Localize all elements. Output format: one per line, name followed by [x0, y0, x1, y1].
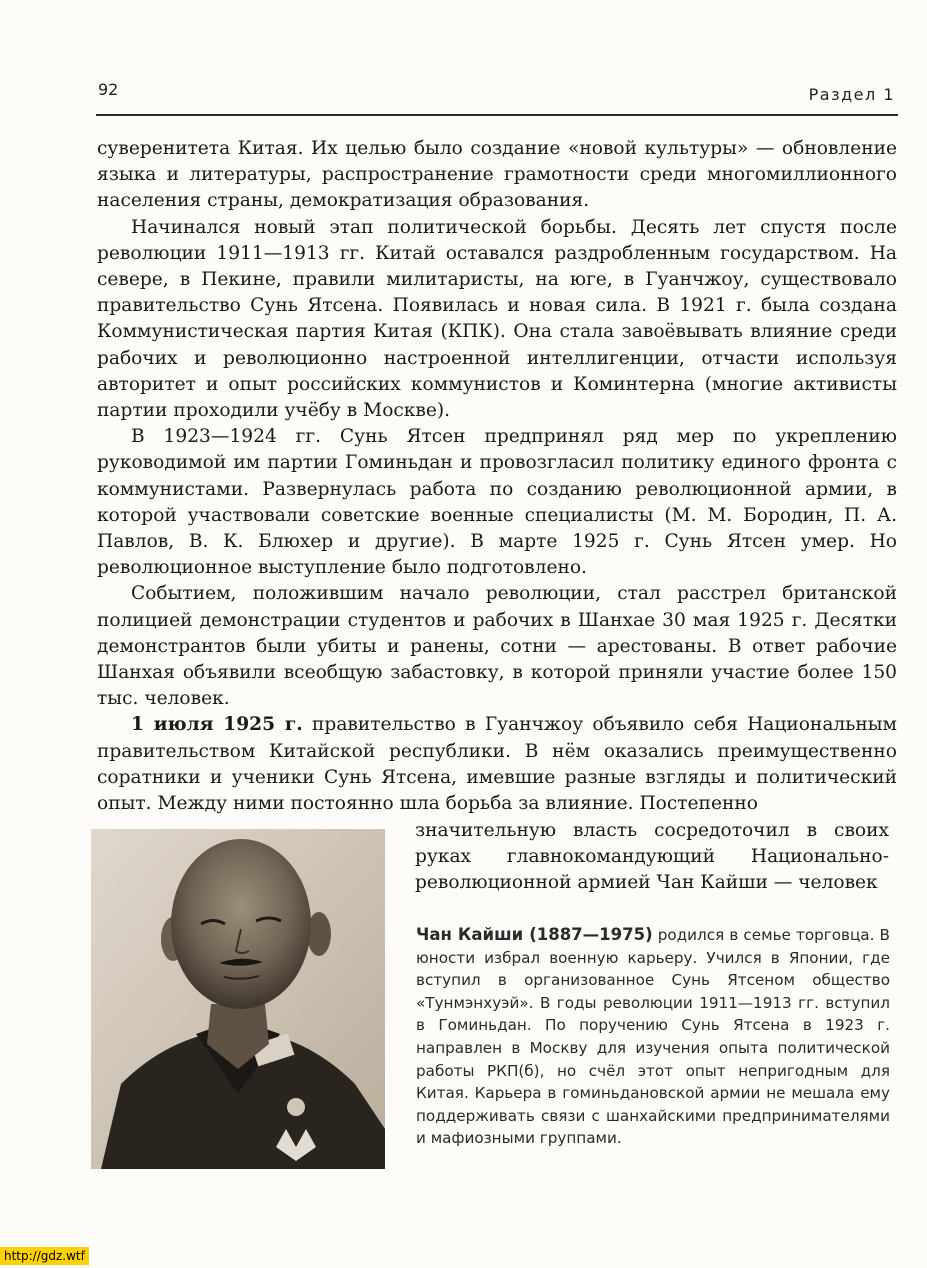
- paragraph-2: Начинался новый этап политической борьбы. Десять лет спустя после революции 1911—1913 гг. Китай оставался раздробленным государством. На севере, в Пекине, правили милитаристы, на юге, в Гуанчжоу, существовало правительство Сунь Ятсена. Появилась и новая сила. В 1921 г. была создана Коммунистическая партия Китая (КПК). Она стала завоёвывать влияние среди рабочих и революционно настроенной интеллигенции, отчасти используя авторитет и опыт российских коммунистов и Коминтерна (многие активисты партии проходили учёбу в Москве).: [97, 216, 897, 422]
- page-number: 92: [98, 80, 119, 99]
- portrait-photo: [91, 829, 385, 1169]
- paragraph-5-text: правительство в Гуанчжоу объявило себя Национальным правительством Китайской республики. В нём оказались преимущественно соратники и ученики Сунь Ятсена, имевшие разные взгляды и политический опыт. Между ними постоянно шла борьба за влияние. Постепенно: [97, 714, 898, 815]
- paragraph-5: [97, 712, 897, 817]
- section-label: Раздел 1: [808, 85, 895, 104]
- paragraph-3: В 1923—1924 гг. Сунь Ятсен предпринял ряд мер по укреплению руководимой им партии Гоминьдан и провозгласил политику единого фронта с коммунистами. Развернулась работа по созданию революционной армии, в которой участвовали советские военные специалисты (М. М. Бородин, П. А. Павлов, В. К. Блюхер и другие). В марте 1925 г. Сунь Ятсен умер. Но революционное выступление было подготовлено.: [97, 426, 897, 579]
- caption-name: Чан Кайши (1887—1975): [416, 925, 653, 944]
- portrait-illustration: [91, 829, 385, 1169]
- watermark-link[interactable]: http://gdz.wtf: [0, 1247, 89, 1265]
- paragraph-1: суверенитета Китая. Их целью было создание «новой культуры» — обновление языка и литературы, распространение грамотности среди многомиллионного населения страны, демократизация образования.: [97, 138, 897, 212]
- paragraph-5-continued: значительную власть сосредоточил в своих руках главнокомандующий Национально-революционной армией Чан Кайши — человек: [415, 820, 889, 894]
- paragraph-4: Событием, положившим начало революции, стал расстрел британской полицией демонстрации студентов и рабочих в Шанхае 30 мая 1925 г. Десятки демонстрантов были убиты и ранены, сотни — арестованы. В ответ рабочие Шанхая объявили всеобщую забастовку, в которой приняли участие более 150 тыс. человек.: [97, 583, 897, 710]
- caption-paragraph: [416, 924, 890, 1150]
- body-text: [97, 136, 897, 817]
- header-rule: [96, 114, 898, 116]
- wrapped-text: [415, 818, 889, 897]
- date-bold: 1 июля 1925 г.: [131, 714, 303, 736]
- photo-caption: [416, 924, 890, 1150]
- caption-text: родился в семье торговца. В юности избрал военную карьеру. Учился в Японии, где вступил в организованное Сунь Ятсеном общество «Тунмэнхуэй». В годы революции 1911—1913 гг. вступил в Гоминьдан. По поручению Сунь Ятсена в 1923 г. направлен в Москву для изучения опыта политической работы РКП(б), но счёл этот опыт непригодным для Китая. Карьера в гоминьдановской армии не мешала ему поддерживать связи с шанхайскими предпринимателями и мафиозными группами.: [416, 926, 890, 1148]
